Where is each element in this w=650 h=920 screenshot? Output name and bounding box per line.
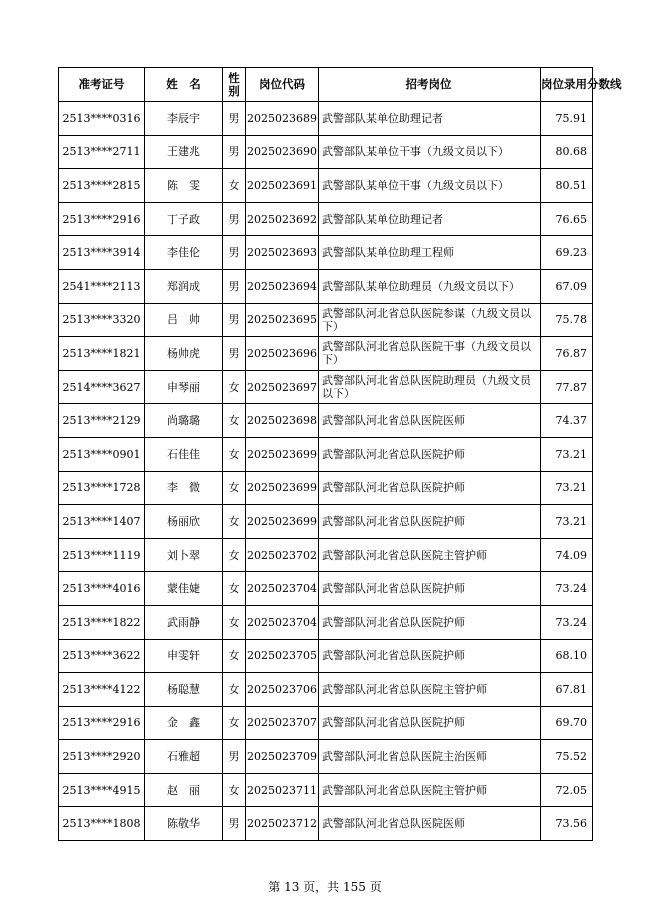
sex-cell: 男 — [223, 269, 246, 303]
exam-id-cell: 2514****3627 — [59, 370, 145, 404]
score-cell: 69.23 — [541, 236, 593, 270]
results-table — [58, 67, 622, 841]
position-code-cell: 2025023702 — [246, 538, 319, 572]
results-sheet — [58, 67, 622, 841]
score-cell: 77.87 — [541, 370, 593, 404]
exam-id-cell: 2513****1822 — [59, 605, 145, 639]
name-cell: 陈敬华 — [145, 807, 223, 841]
exam-id-cell: 2513****1728 — [59, 471, 145, 505]
table-row — [59, 269, 593, 303]
name-cell: 石佳佳 — [145, 437, 223, 471]
name-cell: 石雅超 — [145, 740, 223, 774]
table-row — [59, 337, 593, 371]
header-exam-id: 准考证号 — [59, 68, 145, 102]
exam-id-cell: 2513****2815 — [59, 169, 145, 203]
position-cell: 武警部队河北省总队医院主管护师 — [319, 673, 541, 707]
table-row — [59, 471, 593, 505]
exam-id-cell: 2513****2916 — [59, 706, 145, 740]
name-cell: 郑润成 — [145, 269, 223, 303]
name-cell: 申雯轩 — [145, 639, 223, 673]
sex-cell: 女 — [223, 673, 246, 707]
table-row — [59, 404, 593, 438]
position-cell: 武警部队河北省总队医院护师 — [319, 572, 541, 606]
exam-id-cell: 2513****2920 — [59, 740, 145, 774]
table-row — [59, 605, 593, 639]
position-cell: 武警部队某单位助理员（九级文员以下） — [319, 269, 541, 303]
name-cell: 刘卜翠 — [145, 538, 223, 572]
sex-cell: 女 — [223, 572, 246, 606]
sex-cell: 女 — [223, 169, 246, 203]
sex-cell: 女 — [223, 639, 246, 673]
table-row — [59, 102, 593, 136]
position-cell: 武警部队河北省总队医院护师 — [319, 471, 541, 505]
position-cell: 武警部队某单位助理工程师 — [319, 236, 541, 270]
position-cell: 武警部队河北省总队医院医师 — [319, 807, 541, 841]
position-cell: 武警部队河北省总队医院干事（九级文员以下） — [319, 337, 541, 371]
table-row — [59, 639, 593, 673]
name-cell: 杨丽欣 — [145, 505, 223, 539]
position-cell: 武警部队河北省总队医院参谋（九级文员以下） — [319, 303, 541, 337]
score-cell: 67.09 — [541, 269, 593, 303]
exam-id-cell: 2513****4016 — [59, 572, 145, 606]
position-code-cell: 2025023711 — [246, 773, 319, 807]
position-code-cell: 2025023699 — [246, 505, 319, 539]
name-cell: 蒙佳婕 — [145, 572, 223, 606]
position-code-cell: 2025023706 — [246, 673, 319, 707]
score-cell: 75.52 — [541, 740, 593, 774]
name-cell: 丁子政 — [145, 202, 223, 236]
score-cell: 67.81 — [541, 673, 593, 707]
header-row — [59, 68, 593, 102]
position-code-cell: 2025023707 — [246, 706, 319, 740]
exam-id-cell: 2541****2113 — [59, 269, 145, 303]
exam-id-cell: 2513****1808 — [59, 807, 145, 841]
score-cell: 73.24 — [541, 572, 593, 606]
position-cell: 武警部队河北省总队医院护师 — [319, 437, 541, 471]
sex-cell: 女 — [223, 773, 246, 807]
table-row — [59, 740, 593, 774]
position-code-cell: 2025023694 — [246, 269, 319, 303]
score-cell: 73.21 — [541, 437, 593, 471]
score-cell: 74.37 — [541, 404, 593, 438]
table-row — [59, 572, 593, 606]
name-cell: 武雨静 — [145, 605, 223, 639]
table-row — [59, 169, 593, 203]
score-cell: 72.05 — [541, 773, 593, 807]
score-cell: 73.56 — [541, 807, 593, 841]
table-row — [59, 538, 593, 572]
sex-cell: 女 — [223, 471, 246, 505]
name-cell: 杨聪慧 — [145, 673, 223, 707]
position-cell: 武警部队河北省总队医院医师 — [319, 404, 541, 438]
position-code-cell: 2025023709 — [246, 740, 319, 774]
position-code-cell: 2025023704 — [246, 572, 319, 606]
sex-cell: 男 — [223, 337, 246, 371]
name-cell: 王建兆 — [145, 135, 223, 169]
position-cell: 武警部队河北省总队医院主管护师 — [319, 773, 541, 807]
sex-cell: 女 — [223, 370, 246, 404]
exam-id-cell: 2513****0901 — [59, 437, 145, 471]
table-row — [59, 807, 593, 841]
sex-cell: 女 — [223, 505, 246, 539]
position-cell: 武警部队河北省总队医院主治医师 — [319, 740, 541, 774]
position-code-cell: 2025023695 — [246, 303, 319, 337]
position-code-cell: 2025023690 — [246, 135, 319, 169]
score-cell: 76.87 — [541, 337, 593, 371]
name-cell: 赵 丽 — [145, 773, 223, 807]
score-cell: 73.21 — [541, 505, 593, 539]
table-row — [59, 303, 593, 337]
name-cell: 陈 雯 — [145, 169, 223, 203]
header-name: 姓 名 — [145, 68, 223, 102]
header-position-code: 岗位代码 — [246, 68, 319, 102]
score-cell: 73.24 — [541, 605, 593, 639]
exam-id-cell: 2513****2711 — [59, 135, 145, 169]
table-row — [59, 236, 593, 270]
position-cell: 武警部队某单位干事（九级文员以下） — [319, 135, 541, 169]
page-footer: 第 13 页，共 155 页 — [268, 880, 382, 894]
sex-cell: 男 — [223, 135, 246, 169]
exam-id-cell: 2513****1407 — [59, 505, 145, 539]
exam-id-cell: 2513****2916 — [59, 202, 145, 236]
exam-id-cell: 2513****0316 — [59, 102, 145, 136]
position-cell: 武警部队河北省总队医院护师 — [319, 706, 541, 740]
header-score: 岗位录用分数线 — [541, 68, 593, 102]
table-row — [59, 370, 593, 404]
position-code-cell: 2025023699 — [246, 471, 319, 505]
position-cell: 武警部队河北省总队医院主管护师 — [319, 538, 541, 572]
score-cell: 75.91 — [541, 102, 593, 136]
position-cell: 武警部队河北省总队医院护师 — [319, 639, 541, 673]
position-cell: 武警部队某单位助理记者 — [319, 102, 541, 136]
table-row — [59, 135, 593, 169]
table-body — [59, 102, 593, 841]
position-cell: 武警部队河北省总队医院护师 — [319, 505, 541, 539]
sex-cell: 男 — [223, 807, 246, 841]
sex-cell: 女 — [223, 437, 246, 471]
score-cell: 80.51 — [541, 169, 593, 203]
exam-id-cell: 2513****3320 — [59, 303, 145, 337]
exam-id-cell: 2513****1119 — [59, 538, 145, 572]
position-code-cell: 2025023691 — [246, 169, 319, 203]
sex-cell: 女 — [223, 404, 246, 438]
score-cell: 76.65 — [541, 202, 593, 236]
table-row — [59, 437, 593, 471]
position-code-cell: 2025023698 — [246, 404, 319, 438]
exam-id-cell: 2513****2129 — [59, 404, 145, 438]
position-code-cell: 2025023696 — [246, 337, 319, 371]
sex-cell: 女 — [223, 605, 246, 639]
score-cell: 74.09 — [541, 538, 593, 572]
score-cell: 80.68 — [541, 135, 593, 169]
sex-cell: 男 — [223, 303, 246, 337]
name-cell: 吕 帅 — [145, 303, 223, 337]
table-row — [59, 673, 593, 707]
position-cell: 武警部队某单位助理记者 — [319, 202, 541, 236]
position-cell: 武警部队河北省总队医院护师 — [319, 605, 541, 639]
score-cell: 69.70 — [541, 706, 593, 740]
sex-cell: 男 — [223, 102, 246, 136]
sex-cell: 男 — [223, 202, 246, 236]
sex-cell: 男 — [223, 740, 246, 774]
table-row — [59, 706, 593, 740]
name-cell: 申琴丽 — [145, 370, 223, 404]
name-cell: 杨帅虎 — [145, 337, 223, 371]
name-cell: 尚璐璐 — [145, 404, 223, 438]
exam-id-cell: 2513****1821 — [59, 337, 145, 371]
exam-id-cell: 2513****4915 — [59, 773, 145, 807]
score-cell: 68.10 — [541, 639, 593, 673]
position-code-cell: 2025023705 — [246, 639, 319, 673]
table-row — [59, 773, 593, 807]
position-code-cell: 2025023693 — [246, 236, 319, 270]
name-cell: 李辰宇 — [145, 102, 223, 136]
position-code-cell: 2025023692 — [246, 202, 319, 236]
position-code-cell: 2025023697 — [246, 370, 319, 404]
sex-cell: 女 — [223, 706, 246, 740]
position-code-cell: 2025023699 — [246, 437, 319, 471]
name-cell: 金 鑫 — [145, 706, 223, 740]
position-code-cell: 2025023704 — [246, 605, 319, 639]
position-code-cell: 2025023689 — [246, 102, 319, 136]
sex-cell: 男 — [223, 236, 246, 270]
exam-id-cell: 2513****3914 — [59, 236, 145, 270]
header-position: 招考岗位 — [319, 68, 541, 102]
name-cell: 李 微 — [145, 471, 223, 505]
exam-id-cell: 2513****4122 — [59, 673, 145, 707]
table-row — [59, 202, 593, 236]
score-cell: 75.78 — [541, 303, 593, 337]
score-cell: 73.21 — [541, 471, 593, 505]
sex-cell: 女 — [223, 538, 246, 572]
position-cell: 武警部队某单位干事（九级文员以下） — [319, 169, 541, 203]
exam-id-cell: 2513****3622 — [59, 639, 145, 673]
position-cell: 武警部队河北省总队医院助理员（九级文员以下） — [319, 370, 541, 404]
position-code-cell: 2025023712 — [246, 807, 319, 841]
table-row — [59, 505, 593, 539]
header-sex: 性别 — [223, 68, 246, 102]
name-cell: 李佳伦 — [145, 236, 223, 270]
